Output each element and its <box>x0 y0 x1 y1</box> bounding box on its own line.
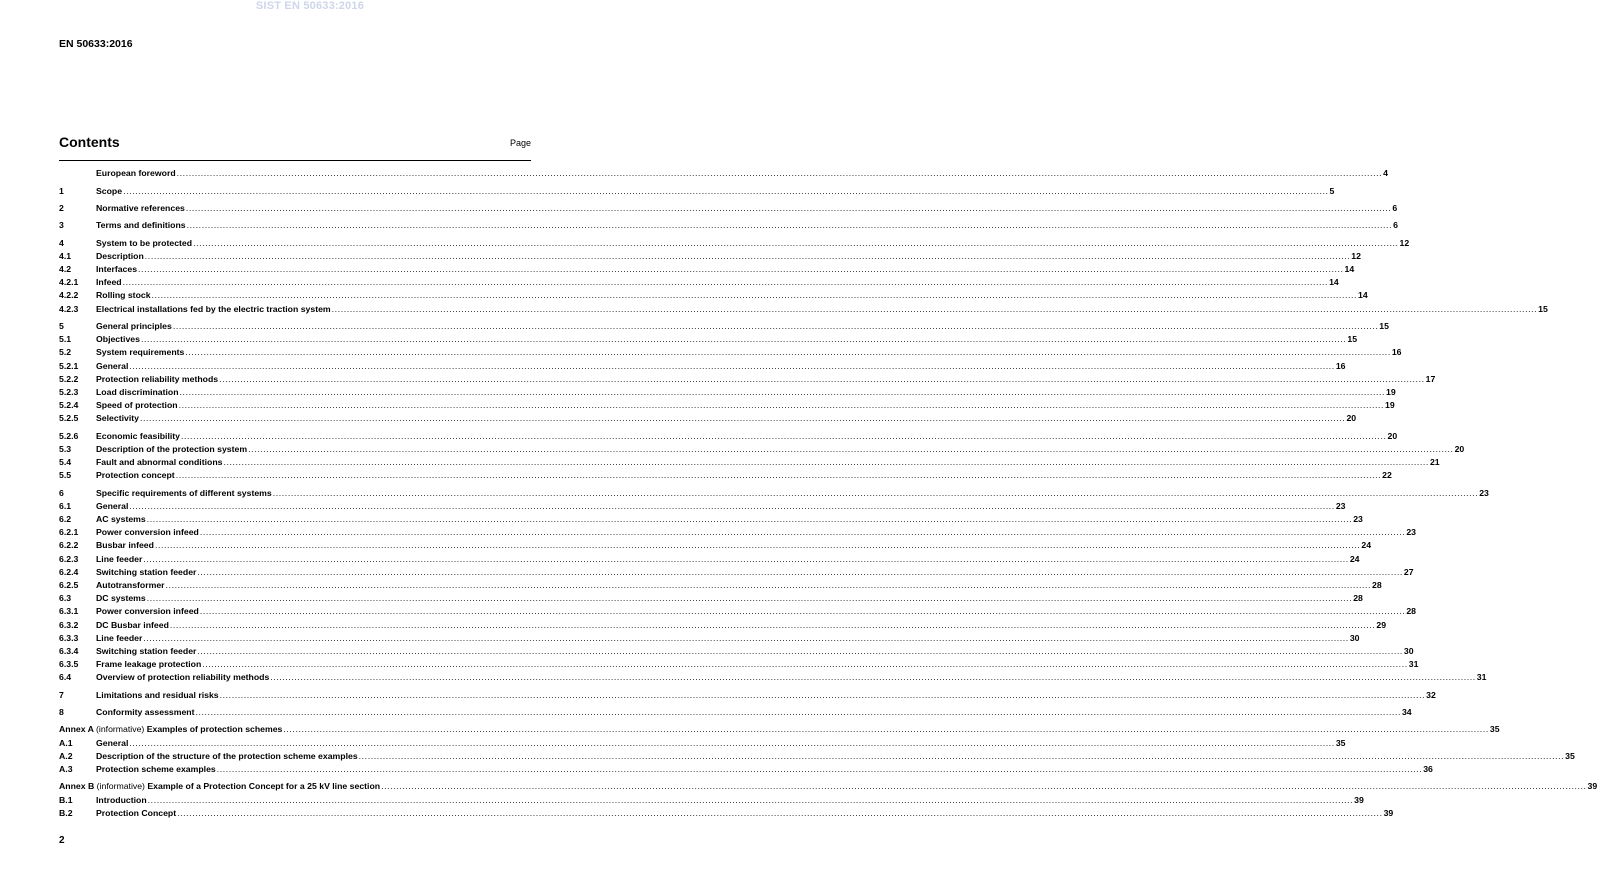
toc-entry-number: 6.3.3 <box>59 632 79 643</box>
toc-entry-number: 6 <box>59 487 64 498</box>
toc-entry-page: 36 <box>1423 763 1433 774</box>
toc-leader-dots: ................................................................................................................................................................................................................................................................................................................................................................................................................ <box>195 707 1401 717</box>
toc-entry-page: 15 <box>1538 303 1548 314</box>
toc-entry-page: 31 <box>1476 672 1487 683</box>
toc-entry-number: 5.4 <box>59 457 72 468</box>
toc-entry[interactable] <box>59 182 1335 196</box>
toc-entry[interactable] <box>59 498 1346 511</box>
toc-leader-dots: ................................................................................................................................................................................................................................................................................................................................................................................................................ <box>358 750 1565 761</box>
toc-entry-number: A.3 <box>59 763 73 774</box>
toc-entry[interactable] <box>59 564 1414 577</box>
toc-entry-page: 14 <box>1344 264 1355 275</box>
toc-leader-dots: ................................................................................................................................................................................................................................................................................................................................................................................................................ <box>216 763 1423 774</box>
toc-entry-title: Power conversion infeed <box>96 527 199 538</box>
toc-leader-dots: ................................................................................................................................................................................................................................................................................................................................................................................................................ <box>151 290 1358 301</box>
toc-leader-dots: ................................................................................................................................................................................................................................................................................................................................................................................................................ <box>202 659 1408 670</box>
toc-entry-number: 6.3.1 <box>59 606 79 617</box>
toc-entry-title: Frame leakage protection <box>96 659 202 670</box>
toc-entry-page: 20 <box>1346 413 1357 424</box>
toc-entry-title: DC systems <box>96 593 146 604</box>
toc-entry-number: 6.3.4 <box>59 645 79 656</box>
toc-entry-number: 3 <box>59 220 64 231</box>
toc-entry[interactable] <box>59 734 1346 748</box>
toc-entry-page: 27 <box>1403 566 1414 577</box>
toc-entry-page: 4 <box>1383 168 1388 179</box>
toc-leader-dots: ................................................................................................................................................................................................................................................................................................................................................................................................................ <box>154 540 1361 551</box>
toc-leader-dots: ................................................................................................................................................................................................................................................................................................................................................................................................................ <box>176 168 1383 179</box>
toc-entry[interactable] <box>59 165 1388 179</box>
toc-entry[interactable] <box>59 300 1548 314</box>
toc-entry-number: 4.2.1 <box>59 277 79 288</box>
toc-leader-dots: ................................................................................................................................................................................................................................................................................................................................................................................................................ <box>272 487 1479 498</box>
toc-entry[interactable] <box>59 630 1360 643</box>
toc-entry-page: 23 <box>1353 514 1363 524</box>
toc-entry-page: 6 <box>1393 220 1398 231</box>
toc-entry-title: Infeed <box>96 277 122 288</box>
toc-leader-dots: ................................................................................................................................................................................................................................................................................................................................................................................................................ <box>138 264 1344 275</box>
toc-entry[interactable] <box>59 550 1360 564</box>
toc-entry-title: Rolling stock <box>96 290 151 301</box>
annex-note: (informative) <box>96 724 145 735</box>
toc-entry[interactable] <box>59 791 1364 805</box>
toc-entry-title: Description <box>96 250 144 261</box>
toc-entry-number: 6.3.2 <box>59 619 79 630</box>
toc-entry[interactable] <box>59 287 1368 301</box>
toc-entry-number: 4.2.3 <box>59 303 79 314</box>
toc-entry-title: Switching station feeder <box>96 566 197 577</box>
toc-entry[interactable] <box>59 235 1410 248</box>
toc-leader-dots: ................................................................................................................................................................................................................................................................................................................................................................................................................ <box>193 237 1399 248</box>
toc-entry-page: 23 <box>1479 487 1489 498</box>
toc-entry-page: 24 <box>1349 553 1360 564</box>
toc-entry-title: Protection reliability methods <box>96 373 219 384</box>
toc-leader-dots: ................................................................................................................................................................................................................................................................................................................................................................................................................ <box>185 347 1391 358</box>
toc-entry-number: 4.2.2 <box>59 290 79 301</box>
toc-entry[interactable] <box>59 318 1389 331</box>
toc-leader-dots: ................................................................................................................................................................................................................................................................................................................................................................................................................ <box>143 553 1349 564</box>
toc-entry-page: 28 <box>1406 606 1416 617</box>
toc-entry-title: Protection scheme examples <box>96 763 216 774</box>
toc-entry-title: DC Busbar infeed <box>96 619 169 630</box>
toc-entry-title: Switching station feeder <box>96 645 197 656</box>
toc-leader-dots: ................................................................................................................................................................................................................................................................................................................................................................................................................ <box>199 527 1406 538</box>
toc-entry-number: 7 <box>59 689 64 700</box>
toc-entry-number: A.2 <box>59 750 73 761</box>
toc-entry-page: 14 <box>1358 290 1368 301</box>
toc-entry-number: 4.2 <box>59 264 72 275</box>
toc-entry[interactable] <box>59 274 1339 288</box>
toc-entry[interactable] <box>59 331 1358 345</box>
toc-leader-dots: ................................................................................................................................................................................................................................................................................................................................................................................................................ <box>179 386 1386 397</box>
toc-entry-number: 6.2.3 <box>59 553 79 564</box>
toc-leader-dots: ................................................................................................................................................................................................................................................................................................................................................................................................................ <box>185 202 1392 213</box>
toc-entry[interactable] <box>59 704 1412 717</box>
toc-entry-page: 32 <box>1426 689 1436 700</box>
toc-entry-number: 5.2.6 <box>59 430 79 441</box>
toc-entry-number: 5.2.4 <box>59 400 79 411</box>
toc-entry-page: 19 <box>1385 400 1395 411</box>
toc-leader-dots: ................................................................................................................................................................................................................................................................................................................................................................................................................ <box>139 413 1346 424</box>
toc-entry-number: 5.3 <box>59 443 72 454</box>
toc-entry[interactable] <box>59 428 1398 441</box>
toc-entry-number: 4 <box>59 237 64 248</box>
toc-entry-page: 16 <box>1391 347 1402 358</box>
toc-entry-title: Autotransformer <box>96 579 165 590</box>
toc-entry[interactable] <box>59 454 1440 468</box>
toc-entry-page: 29 <box>1376 619 1387 630</box>
toc-entry-title: Specific requirements of different systems <box>96 487 272 498</box>
toc-entry[interactable] <box>59 590 1363 604</box>
toc-entry-title: Electrical installations fed by the electric traction system <box>96 303 331 314</box>
toc-entry-title: Description of the structure of the protection scheme examples <box>96 750 358 761</box>
toc-entry-page: 23 <box>1335 500 1346 511</box>
toc-leader-dots: ................................................................................................................................................................................................................................................................................................................................................................................................................ <box>147 794 1354 805</box>
watermark: SIST EN 50633:2016 <box>255 0 365 12</box>
toc-entry[interactable] <box>59 248 1361 261</box>
page-column-header: Page <box>509 138 531 148</box>
toc-entry[interactable] <box>59 217 1398 231</box>
toc-entry[interactable] <box>59 616 1387 630</box>
header-rule <box>59 160 531 161</box>
toc-entry[interactable] <box>59 344 1402 358</box>
toc-entry-number: 6.3 <box>59 593 72 604</box>
toc-entry-page: 15 <box>1347 334 1358 345</box>
toc-entry-title: Limitations and residual risks <box>96 689 219 700</box>
toc-entry-page: 20 <box>1454 443 1465 454</box>
toc-leader-dots: ................................................................................................................................................................................................................................................................................................................................................................................................................ <box>129 360 1335 371</box>
toc-entry-number: 6.2.4 <box>59 566 79 577</box>
toc-entry-title: Terms and definitions <box>96 220 186 231</box>
toc-entry[interactable] <box>59 603 1416 617</box>
toc-entry-title: Description of the protection system <box>96 443 248 454</box>
toc-entry-title: System to be protected <box>96 237 193 248</box>
toc-entry-title: Overview of protection reliability methods <box>96 672 270 683</box>
toc-leader-dots: ................................................................................................................................................................................................................................................................................................................................................................................................................ <box>199 606 1406 617</box>
toc-entry[interactable] <box>59 410 1357 424</box>
toc-entry-page: 16 <box>1335 360 1346 371</box>
toc-entry-page: 21 <box>1429 457 1440 468</box>
toc-entry-number: 8 <box>59 707 64 717</box>
toc-entry-number: 5.2.3 <box>59 386 79 397</box>
toc-entry-page: 14 <box>1329 277 1339 288</box>
table-of-contents <box>59 165 1597 818</box>
toc-entry[interactable] <box>59 397 1395 411</box>
toc-entry-page: 12 <box>1351 250 1361 261</box>
toc-entry[interactable] <box>59 357 1346 371</box>
toc-entry-page: 35 <box>1565 750 1575 761</box>
toc-entry-page: 15 <box>1379 321 1389 331</box>
annex-title: Examples of protection schemes <box>146 724 283 735</box>
toc-entry[interactable] <box>59 643 1414 656</box>
toc-entry-page: 35 <box>1489 724 1500 735</box>
toc-leader-dots: ................................................................................................................................................................................................................................................................................................................................................................................................................ <box>331 303 1538 314</box>
toc-leader-dots: ................................................................................................................................................................................................................................................................................................................................................................................................................ <box>129 737 1335 748</box>
toc-entry-title: Protection concept <box>96 470 175 481</box>
toc-entry-page: 34 <box>1401 707 1412 717</box>
toc-leader-dots: ................................................................................................................................................................................................................................................................................................................................................................................................................ <box>123 185 1329 196</box>
toc-entry-title <box>59 781 380 791</box>
toc-leader-dots: ................................................................................................................................................................................................................................................................................................................................................................................................................ <box>172 321 1379 331</box>
toc-entry-page: 24 <box>1361 540 1372 551</box>
toc-entry-title: Power conversion infeed <box>96 606 199 617</box>
toc-entry-number: 6.4 <box>59 672 72 683</box>
toc-entry[interactable] <box>59 511 1363 524</box>
toc-entry-title: System requirements <box>96 347 185 358</box>
toc-entry-page: 20 <box>1387 430 1398 441</box>
toc-entry[interactable] <box>59 537 1372 551</box>
toc-entry[interactable] <box>59 686 1436 700</box>
toc-entry-title: Line feeder <box>96 632 143 643</box>
toc-entry-page: 6 <box>1392 202 1398 213</box>
toc-entry[interactable] <box>59 761 1433 774</box>
toc-entry-title: Busbar infeed <box>96 540 154 551</box>
toc-entry-number: 5.2.1 <box>59 360 79 371</box>
toc-entry-number: 5.1 <box>59 334 72 345</box>
toc-entry-page: 31 <box>1408 659 1419 670</box>
toc-entry-title <box>59 724 282 734</box>
toc-entry-title: Objectives <box>96 334 140 345</box>
toc-entry-number: 6.2.1 <box>59 527 79 538</box>
annex-title: Example of a Protection Concept for a 25 kV line section <box>147 781 381 792</box>
toc-leader-dots: ................................................................................................................................................................................................................................................................................................................................................................................................................ <box>178 400 1385 411</box>
toc-leader-dots: ................................................................................................................................................................................................................................................................................................................................................................................................................ <box>146 593 1353 604</box>
toc-entry[interactable] <box>59 748 1575 761</box>
toc-leader-dots: ................................................................................................................................................................................................................................................................................................................................................................................................................ <box>219 373 1425 384</box>
toc-entry-title: Scope <box>96 185 123 196</box>
toc-leader-dots: ................................................................................................................................................................................................................................................................................................................................................................................................................ <box>177 807 1383 818</box>
toc-entry-title: Load discrimination <box>96 386 179 397</box>
toc-entry-title: European foreword <box>96 168 176 179</box>
toc-entry-title: Line feeder <box>96 553 143 564</box>
toc-entry-number: 6.2.2 <box>59 540 79 551</box>
toc-entry[interactable] <box>59 669 1487 683</box>
toc-leader-dots: ................................................................................................................................................................................................................................................................................................................................................................................................................ <box>122 277 1329 288</box>
toc-entry[interactable] <box>59 261 1355 275</box>
toc-entry-number: 5.2.5 <box>59 413 79 424</box>
toc-entry-page: 19 <box>1386 386 1396 397</box>
toc-entry-title: General <box>96 500 129 511</box>
toc-leader-dots: ................................................................................................................................................................................................................................................................................................................................................................................................................ <box>223 457 1429 468</box>
toc-entry[interactable] <box>59 484 1489 498</box>
toc-entry-title: Normative references <box>96 202 185 213</box>
toc-entry-page: 39 <box>1354 794 1364 805</box>
page-number: 2 <box>59 835 65 846</box>
toc-entry-title: General <box>96 737 129 748</box>
toc-leader-dots: ................................................................................................................................................................................................................................................................................................................................................................................................................ <box>143 632 1349 643</box>
toc-leader-dots: ................................................................................................................................................................................................................................................................................................................................................................................................................ <box>283 724 1489 735</box>
toc-entry[interactable] <box>59 577 1382 590</box>
toc-entry-number: 2 <box>59 202 64 213</box>
toc-leader-dots: ................................................................................................................................................................................................................................................................................................................................................................................................................ <box>165 579 1372 590</box>
contents-title: Contents <box>59 134 120 150</box>
toc-leader-dots: ................................................................................................................................................................................................................................................................................................................................................................................................................ <box>169 619 1376 630</box>
toc-entry-title: Speed of protection <box>96 400 178 411</box>
toc-entry[interactable] <box>59 371 1436 384</box>
toc-entry-number: 6.2.5 <box>59 579 79 590</box>
toc-leader-dots: ................................................................................................................................................................................................................................................................................................................................................................................................................ <box>144 250 1351 261</box>
toc-entry[interactable] <box>59 656 1419 670</box>
toc-entry-title: Fault and abnormal conditions <box>96 457 223 468</box>
toc-entry[interactable] <box>59 441 1465 454</box>
toc-entry-number: A.1 <box>59 737 73 748</box>
toc-entry-number: 5 <box>59 321 64 331</box>
toc-entry-number: 1 <box>59 185 64 196</box>
toc-entry-page: 17 <box>1425 373 1436 384</box>
toc-entry-title: Introduction <box>96 794 147 805</box>
toc-leader-dots: ................................................................................................................................................................................................................................................................................................................................................................................................................ <box>129 500 1335 511</box>
toc-entry[interactable] <box>59 721 1500 735</box>
toc-entry-page: 12 <box>1399 237 1410 248</box>
toc-entry[interactable] <box>59 805 1394 818</box>
toc-entry[interactable] <box>59 384 1396 397</box>
toc-entry-number: 6.1 <box>59 500 72 511</box>
annex-label: Annex A <box>59 724 94 735</box>
toc-leader-dots: ................................................................................................................................................................................................................................................................................................................................................................................................................ <box>270 672 1476 683</box>
toc-entry-page: 35 <box>1335 737 1346 748</box>
toc-entry-title: General <box>96 360 129 371</box>
annex-label: Annex B <box>59 781 95 792</box>
toc-leader-dots: ................................................................................................................................................................................................................................................................................................................................................................................................................ <box>175 470 1382 481</box>
toc-entry[interactable] <box>59 467 1392 481</box>
toc-entry-number: 4.1 <box>59 250 72 261</box>
toc-entry[interactable] <box>59 778 1597 792</box>
toc-leader-dots: ................................................................................................................................................................................................................................................................................................................................................................................................................ <box>248 443 1454 454</box>
toc-leader-dots: ................................................................................................................................................................................................................................................................................................................................................................................................................ <box>381 781 1587 792</box>
toc-entry-number: 6.3.5 <box>59 659 79 670</box>
toc-entry-page: 28 <box>1372 579 1382 590</box>
toc-entry-page: 5 <box>1329 185 1335 196</box>
toc-entry-title: Protection Concept <box>96 807 177 818</box>
toc-entry[interactable] <box>59 524 1416 538</box>
toc-entry-number: B.1 <box>59 794 73 805</box>
toc-entry-number: 6.2 <box>59 514 72 524</box>
toc-entry-page: 39 <box>1383 807 1394 818</box>
toc-entry-number: B.2 <box>59 807 73 818</box>
toc-leader-dots: ................................................................................................................................................................................................................................................................................................................................................................................................................ <box>197 566 1403 577</box>
toc-entry-title: Conformity assessment <box>96 707 195 717</box>
toc-entry-title: General principles <box>96 321 172 331</box>
toc-entry-page: 30 <box>1349 632 1360 643</box>
toc-leader-dots: ................................................................................................................................................................................................................................................................................................................................................................................................................ <box>146 514 1353 524</box>
toc-entry-title: Interfaces <box>96 264 138 275</box>
document-id: EN 50633:2016 <box>59 38 133 50</box>
toc-entry-title: Economic feasibility <box>96 430 181 441</box>
toc-entry-number: 5.2.2 <box>59 373 79 384</box>
toc-entry-number: 5.2 <box>59 347 72 358</box>
toc-entry-title: Selectivity <box>96 413 139 424</box>
toc-leader-dots: ................................................................................................................................................................................................................................................................................................................................................................................................................ <box>219 689 1426 700</box>
toc-entry-number: 5.5 <box>59 470 72 481</box>
toc-entry-page: 39 <box>1587 781 1597 792</box>
toc-entry-title: AC systems <box>96 514 146 524</box>
annex-note: (informative) <box>96 781 145 792</box>
toc-entry-page: 30 <box>1403 645 1414 656</box>
toc-leader-dots: ................................................................................................................................................................................................................................................................................................................................................................................................................ <box>197 645 1403 656</box>
toc-entry-page: 28 <box>1353 593 1363 604</box>
toc-entry-page: 22 <box>1382 470 1392 481</box>
toc-leader-dots: ................................................................................................................................................................................................................................................................................................................................................................................................................ <box>181 430 1387 441</box>
toc-entry[interactable] <box>59 200 1398 213</box>
toc-entry-page: 23 <box>1406 527 1416 538</box>
toc-leader-dots: ................................................................................................................................................................................................................................................................................................................................................................................................................ <box>140 334 1347 345</box>
toc-leader-dots: ................................................................................................................................................................................................................................................................................................................................................................................................................ <box>186 220 1393 231</box>
